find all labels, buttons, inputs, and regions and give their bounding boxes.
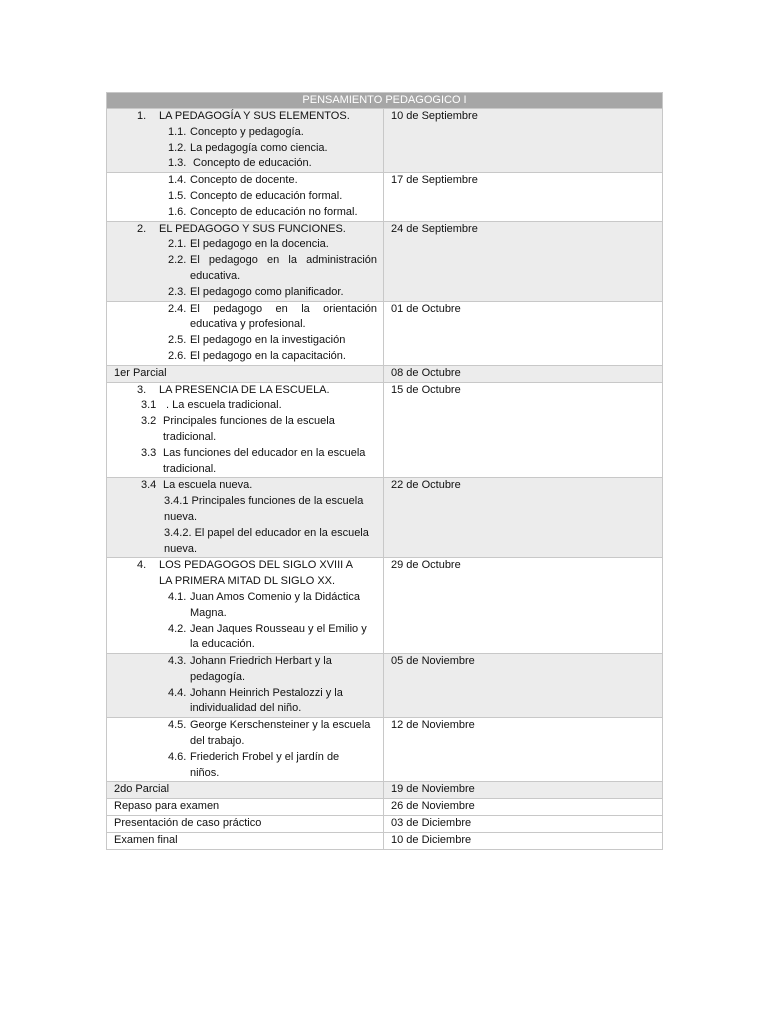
topic-text: LA PRESENCIA DE LA ESCUELA. xyxy=(159,383,330,396)
topic-text: LOS PEDAGOGOS DEL SIGLO XVIII A LA PRIMERA MITAD DL SIGLO XX. xyxy=(159,559,353,588)
topic-line xyxy=(107,189,383,205)
topic-line xyxy=(107,205,383,221)
topic-number: 4.5. xyxy=(168,719,187,732)
topic-number: 4.6. xyxy=(168,750,187,763)
date-cell: 10 de Septiembre xyxy=(384,109,663,173)
topic-line xyxy=(107,253,383,285)
topic-text: Principales funciones de la escuela tradicional. xyxy=(163,415,335,443)
topic-text: Friederich Frobel y el jardín de niños. xyxy=(190,750,340,779)
topic-text: El pedagogo en la orientación educativa y profesional. xyxy=(190,302,377,331)
topic-line xyxy=(107,109,383,125)
topic-line xyxy=(107,526,383,558)
topic-text: Johann Friedrich Herbart y la pedagogía. xyxy=(190,655,332,683)
date-cell: 01 de Octubre xyxy=(384,301,663,365)
topic-line xyxy=(107,558,383,590)
topic-line xyxy=(107,414,383,446)
topic-line xyxy=(107,302,383,334)
topic-cell xyxy=(107,382,384,478)
topic-text: La pedagogía como ciencia. xyxy=(190,141,328,154)
topic-number: 3.3 xyxy=(141,446,157,459)
topic-number: 1.5. xyxy=(168,189,187,202)
course-schedule-table xyxy=(106,92,663,850)
topic-text: LA PEDAGOGÍA Y SUS ELEMENTOS. xyxy=(159,110,350,122)
topic-cell xyxy=(107,478,384,558)
topic-cell xyxy=(107,654,384,718)
topic-cell xyxy=(107,558,384,654)
topic-number: 3.1 xyxy=(141,399,157,412)
topic-text: 3.4.1 Principales funciones de la escuela nueva. xyxy=(164,495,364,523)
topic-number: 1.6. xyxy=(168,205,187,218)
topic-number: 4.4. xyxy=(168,686,187,699)
date-cell: 17 de Septiembre xyxy=(384,173,663,221)
topic-number: 1.1. xyxy=(168,125,187,138)
table-row xyxy=(107,654,663,718)
date-cell: 22 de Octubre xyxy=(384,478,663,558)
event-label: 1er Parcial xyxy=(107,365,384,382)
topic-number: 2.6. xyxy=(168,349,187,362)
topic-text: Concepto de educación. xyxy=(190,157,312,170)
topic-cell xyxy=(107,718,384,782)
topic-number: 2.3. xyxy=(168,285,187,298)
table-row xyxy=(107,558,663,654)
topic-number: 2.4. xyxy=(168,302,187,315)
table-row xyxy=(107,109,663,173)
event-label: Repaso para examen xyxy=(107,799,384,816)
table-row xyxy=(107,782,663,799)
topic-text: Concepto de educación no formal. xyxy=(190,205,358,218)
topic-number: 4.2. xyxy=(168,622,187,635)
topic-text: George Kerschensteiner y la escuela del trabajo. xyxy=(190,719,371,748)
table-header-row xyxy=(107,93,663,109)
topic-line xyxy=(107,173,383,189)
topic-number: 1.3. xyxy=(168,157,187,170)
topic-number: 3.2 xyxy=(141,415,157,428)
topic-cell xyxy=(107,221,384,301)
table-row xyxy=(107,718,663,782)
topic-text: La escuela nueva. xyxy=(163,479,253,492)
topic-line xyxy=(107,446,383,478)
table-row xyxy=(107,832,663,849)
topic-line xyxy=(107,718,383,750)
topic-text: Johann Heinrich Pestalozzi y la individualidad del niño. xyxy=(190,686,343,715)
topic-text: Concepto y pedagogía. xyxy=(190,125,304,138)
topic-line xyxy=(107,125,383,141)
topic-line xyxy=(107,383,383,399)
topic-cell xyxy=(107,173,384,221)
date-cell: 29 de Octubre xyxy=(384,558,663,654)
topic-line xyxy=(107,750,383,782)
topic-text: Las funciones del educador en la escuela tradicional. xyxy=(163,446,366,475)
topic-line xyxy=(107,398,383,414)
table-row xyxy=(107,221,663,301)
topic-line xyxy=(107,237,383,253)
topic-line xyxy=(107,285,383,301)
event-label: Examen final xyxy=(107,832,384,849)
topic-number: 4. xyxy=(137,559,147,572)
topic-text: EL PEDAGOGO Y SUS FUNCIONES. xyxy=(159,222,346,235)
topic-line xyxy=(107,590,383,622)
date-cell: 12 de Noviembre xyxy=(384,718,663,782)
topic-number: 2. xyxy=(137,222,147,235)
topic-cell xyxy=(107,301,384,365)
date-cell: 19 de Noviembre xyxy=(384,782,663,799)
date-cell: 03 de Diciembre xyxy=(384,816,663,833)
topic-text: Juan Amos Comenio y la Didáctica Magna. xyxy=(190,590,360,619)
table-row xyxy=(107,173,663,221)
topic-number: 4.3. xyxy=(168,655,187,668)
table-row xyxy=(107,365,663,382)
topic-line xyxy=(107,141,383,157)
topic-line xyxy=(107,156,383,172)
topic-text: El pedagogo en la capacitación. xyxy=(190,349,346,362)
event-label: Presentación de caso práctico xyxy=(107,816,384,833)
topic-line xyxy=(107,349,383,365)
topic-text: El pedagogo en la docencia. xyxy=(190,238,329,251)
date-cell: 08 de Octubre xyxy=(384,365,663,382)
topic-number: 2.1. xyxy=(168,238,187,251)
table-title: PENSAMIENTO PEDAGOGICO I xyxy=(107,93,663,109)
date-cell: 26 de Noviembre xyxy=(384,799,663,816)
topic-line xyxy=(107,494,383,526)
topic-line xyxy=(107,478,383,494)
topic-text: El pedagogo en la investigación xyxy=(190,334,346,347)
topic-number: 2.5. xyxy=(168,334,187,347)
topic-number: 2.2. xyxy=(168,254,187,267)
topic-text: Concepto de docente. xyxy=(190,174,298,187)
table-row xyxy=(107,816,663,833)
topic-number: 3. xyxy=(137,383,147,396)
topic-line xyxy=(107,654,383,686)
topic-line xyxy=(107,333,383,349)
date-cell: 05 de Noviembre xyxy=(384,654,663,718)
topic-number: 3.4 xyxy=(141,479,157,492)
topic-number: 1. xyxy=(137,110,147,122)
topic-number: 1.4. xyxy=(168,174,187,187)
topic-text: El pedagogo como planificador. xyxy=(190,285,344,298)
topic-text: El pedagogo en la administración educativa. xyxy=(190,254,377,282)
topic-line xyxy=(107,222,383,238)
topic-line xyxy=(107,686,383,718)
date-cell: 15 de Octubre xyxy=(384,382,663,478)
topic-text: Concepto de educación formal. xyxy=(190,189,343,202)
table-row xyxy=(107,382,663,478)
event-label: 2do Parcial xyxy=(107,782,384,799)
table-row xyxy=(107,799,663,816)
topic-number: 1.2. xyxy=(168,141,187,154)
topic-text: Jean Jaques Rousseau y el Emilio y la educación. xyxy=(190,622,367,651)
table-row xyxy=(107,478,663,558)
topic-text: . La escuela tradicional. xyxy=(163,399,282,412)
date-cell: 24 de Septiembre xyxy=(384,221,663,301)
date-cell: 10 de Diciembre xyxy=(384,832,663,849)
topic-line xyxy=(107,622,383,654)
table-row xyxy=(107,301,663,365)
topic-text: 3.4.2. El papel del educador en la escuela nueva. xyxy=(164,526,369,555)
topic-cell xyxy=(107,109,384,173)
topic-number: 4.1. xyxy=(168,590,187,603)
